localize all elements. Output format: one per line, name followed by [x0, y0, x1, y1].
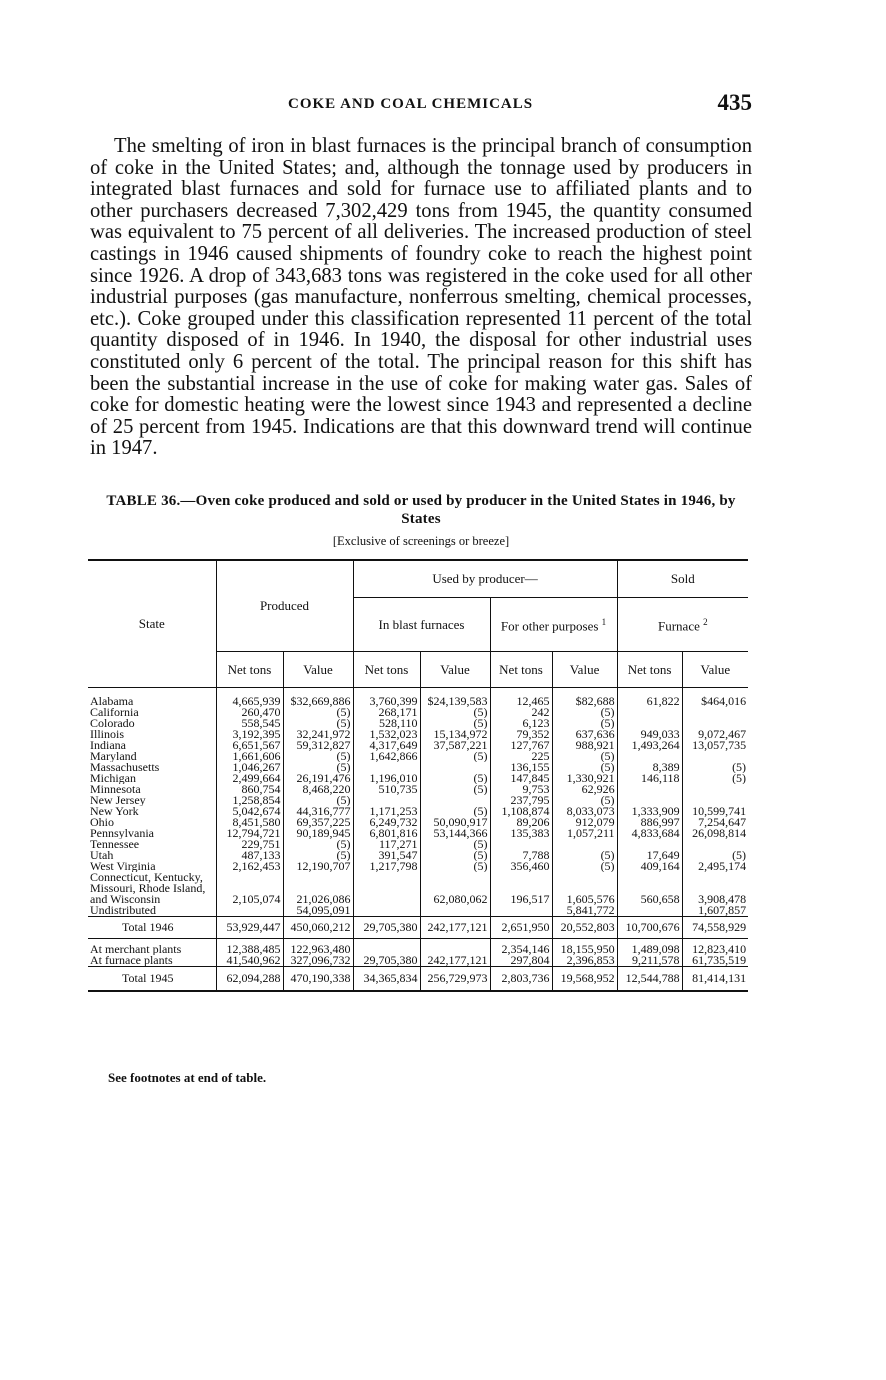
table-cell: 62,926: [552, 784, 617, 795]
table-cell: 2,651,950: [490, 916, 552, 938]
table-cell: 297,804: [490, 955, 552, 967]
table-cell: 61,822: [617, 687, 682, 707]
for-other-purposes-text: For other purposes: [500, 618, 599, 634]
table-cell: [617, 839, 682, 850]
row-label: New Jersey: [90, 794, 146, 806]
table-row: [88, 751, 748, 762]
col-header-furnace: [617, 597, 748, 651]
table-cell: (5): [552, 795, 617, 806]
table-cell: 1,258,854: [216, 795, 283, 806]
table-cell: 1,333,909: [617, 806, 682, 817]
table-cell: [682, 707, 748, 718]
table-cell: 4,833,684: [617, 828, 682, 839]
col-net-tons: Net tons: [353, 651, 420, 687]
table-cell: 26,191,476: [283, 773, 353, 784]
table-cell: 8,033,073: [552, 806, 617, 817]
table-cell: 4,317,649: [353, 740, 420, 751]
table-cell: [682, 795, 748, 806]
col-value: Value: [552, 651, 617, 687]
row-label: Ohio: [90, 816, 114, 828]
col-header-for-other-purposes: [490, 597, 617, 651]
table-cell: 3,908,478: [682, 872, 748, 905]
table-cell: 69,357,225: [283, 817, 353, 828]
table-cell: 135,383: [490, 828, 552, 839]
table-cell: [420, 795, 490, 806]
col-value: Value: [420, 651, 490, 687]
row-label: California: [90, 706, 139, 718]
table-cell: (5): [420, 806, 490, 817]
table-row: [88, 806, 748, 817]
table-cell: 1,217,798: [353, 861, 420, 872]
table-cell: 29,705,380: [353, 916, 420, 938]
table-cell: [420, 762, 490, 773]
col-header-sold: Sold: [617, 560, 748, 597]
table-cell: 53,144,366: [420, 828, 490, 839]
table-row: [88, 850, 748, 861]
table-cell: (5): [552, 762, 617, 773]
table-cell: (5): [420, 784, 490, 795]
table-cell: 18,155,950: [552, 938, 617, 955]
row-label: Colorado: [90, 717, 135, 729]
table-cell: 44,316,777: [283, 806, 353, 817]
row-label: Pennsylvania: [90, 827, 154, 839]
table-cell: 8,389: [617, 762, 682, 773]
table-cell: [353, 905, 420, 917]
table-cell: (5): [682, 762, 748, 773]
row-label: West Virginia: [90, 860, 156, 872]
total-1945-row: [88, 966, 748, 991]
row-label: Massachusetts: [90, 761, 160, 773]
table-cell: 53,929,447: [216, 916, 283, 938]
table-cell: 1,171,253: [353, 806, 420, 817]
table-cell: 1,196,010: [353, 773, 420, 784]
table-cell: 487,133: [216, 850, 283, 861]
table-row: [88, 729, 748, 740]
table-row: [88, 795, 748, 806]
table-cell: 62,080,062: [420, 872, 490, 905]
table-cell: (5): [420, 707, 490, 718]
table-cell: 89,206: [490, 817, 552, 828]
table-cell: 637,636: [552, 729, 617, 740]
col-value: Value: [682, 651, 748, 687]
table-cell: 9,072,467: [682, 729, 748, 740]
coke-table: [88, 559, 748, 992]
total-1946-row: [88, 916, 748, 938]
page-number: 435: [717, 90, 752, 115]
table-cell: (5): [420, 718, 490, 729]
table-cell: (5): [283, 751, 353, 762]
footnote-marker-2: 2: [703, 616, 708, 627]
table-cell: 10,599,741: [682, 806, 748, 817]
table-cell: (5): [552, 850, 617, 861]
table-cell: (5): [552, 751, 617, 762]
table-cell: 12,823,410: [682, 938, 748, 955]
table-cell: 409,164: [617, 861, 682, 872]
row-label: Alabama: [88, 687, 216, 707]
table-cell: 470,190,338: [283, 966, 353, 991]
col-net-tons: Net tons: [216, 651, 283, 687]
table-cell: 242,177,121: [420, 955, 490, 967]
row-label: At furnace plants: [90, 954, 173, 966]
col-header-produced: Produced: [216, 560, 353, 651]
table-cell: 122,963,480: [283, 938, 353, 955]
table-cell: 356,460: [490, 861, 552, 872]
table-cell: [353, 872, 420, 905]
table-cell: (5): [552, 861, 617, 872]
table-cell: 1,108,874: [490, 806, 552, 817]
table-cell: (5): [420, 773, 490, 784]
row-label: Illinois: [90, 728, 125, 740]
table-cell: 37,587,221: [420, 740, 490, 751]
table-cell: 7,788: [490, 850, 552, 861]
table-row: [88, 762, 748, 773]
table-cell: 528,110: [353, 718, 420, 729]
table-cell: 3,192,395: [216, 729, 283, 740]
table-cell: 1,642,866: [353, 751, 420, 762]
table-cell: (5): [682, 850, 748, 861]
table-row: [88, 839, 748, 850]
furnace-plants-row: [88, 955, 748, 967]
table-cell: 1,057,211: [552, 828, 617, 839]
table-cell: 237,795: [490, 795, 552, 806]
table-row: [88, 817, 748, 828]
row-label: New York: [90, 805, 139, 817]
table-cell: 2,495,174: [682, 861, 748, 872]
table-cell: (5): [682, 773, 748, 784]
body-paragraph: The smelting of iron in blast furnaces is the principal branch of consumption of coke in the United States; and, although the tonnage used by producers in integrated blast furnaces and sold for furnace use to affiliated plants and to other purchasers decreased 7,302,429 tons from 1945, the quantity consumed was equivalent to 75 percent of all deliveries. The increased production of steel castings in 1946 caused shipments of foundry coke to reach the highest point since 1926. A drop of 343,683 tons was registered in the coke used for all other industrial purposes (gas manufacture, nonferrous smelting, chemical processes, etc.). Coke grouped under this classification represented 11 percent of the total quantity disposed of in 1946. In 1940, the disposal for other industrial uses constituted only 6 percent of the total. The principal reason for this shift has been the substantial increase in the use of coke for making water gas. Sales of coke for domestic heating were the lowest since 1943 and represented a decline of 25 percent from 1945. Indications are that this downward trend will continue in 1947.: [90, 135, 752, 460]
table-cell: 242: [490, 707, 552, 718]
table-cell: 256,729,973: [420, 966, 490, 991]
row-label: Michigan: [90, 772, 136, 784]
table-cell: 7,254,647: [682, 817, 748, 828]
table-cell: 12,465: [490, 687, 552, 707]
table-cell: 59,312,827: [283, 740, 353, 751]
table-cell: 229,751: [216, 839, 283, 850]
table-cell: 1,046,267: [216, 762, 283, 773]
table-cell: (5): [283, 795, 353, 806]
table-cell: 1,489,098: [617, 938, 682, 955]
table-cell: 8,468,220: [283, 784, 353, 795]
table-cell: 127,767: [490, 740, 552, 751]
table-cell: 988,921: [552, 740, 617, 751]
col-header-in-blast-furnaces: In blast furnaces: [353, 597, 490, 651]
table-row: [88, 828, 748, 839]
table-cell: 391,547: [353, 850, 420, 861]
table-label: TABLE 36.: [106, 493, 181, 509]
table-cell: [353, 762, 420, 773]
table-cell: 558,545: [216, 718, 283, 729]
table-row: [88, 773, 748, 784]
table-footnote: See footnotes at end of table.: [108, 1070, 267, 1085]
table-cell: 26,098,814: [682, 828, 748, 839]
table-cell: (5): [420, 751, 490, 762]
furnace-text: Furnace: [658, 618, 700, 634]
table-row: [88, 740, 748, 751]
table-cell: (5): [283, 839, 353, 850]
table-cell: [617, 784, 682, 795]
table-cell: 62,094,288: [216, 966, 283, 991]
table-cell: $82,688: [552, 687, 617, 707]
running-title: COKE AND COAL CHEMICALS: [288, 96, 534, 112]
table-cell: 29,705,380: [353, 955, 420, 967]
table-cell: [216, 905, 283, 917]
table-cell: 260,470: [216, 707, 283, 718]
table-cell: (5): [552, 718, 617, 729]
row-label: Total 1946: [88, 916, 216, 938]
table-cell: 19,568,952: [552, 966, 617, 991]
table-cell: (5): [420, 839, 490, 850]
table-cell: 1,330,921: [552, 773, 617, 784]
table-cell: $24,139,583: [420, 687, 490, 707]
table-cell: 12,794,721: [216, 828, 283, 839]
table-cell: [617, 751, 682, 762]
table-row: [88, 905, 748, 917]
table-cell: 90,189,945: [283, 828, 353, 839]
table-cell: 912,079: [552, 817, 617, 828]
table-cell: [552, 839, 617, 850]
table-row: [88, 872, 748, 905]
table-cell: 50,090,917: [420, 817, 490, 828]
table-row: [88, 784, 748, 795]
table-cell: 860,754: [216, 784, 283, 795]
table-cell: 12,544,788: [617, 966, 682, 991]
row-label: At merchant plants: [88, 938, 216, 955]
table-cell: 1,532,023: [353, 729, 420, 740]
table-cell: 54,095,091: [283, 905, 353, 917]
table-cell: (5): [283, 718, 353, 729]
col-header-state: State: [88, 560, 216, 687]
table-cell: 9,211,578: [617, 955, 682, 967]
col-header-used-by-producer: Used by producer—: [353, 560, 617, 597]
table-cell: 136,155: [490, 762, 552, 773]
table-cell: 2,499,664: [216, 773, 283, 784]
table-cell: 268,171: [353, 707, 420, 718]
table-cell: [353, 795, 420, 806]
table-cell: [682, 839, 748, 850]
row-label: Maryland: [90, 750, 137, 762]
table-cell: 1,661,606: [216, 751, 283, 762]
footnote-marker-1: 1: [601, 616, 607, 627]
table-cell: 6,123: [490, 718, 552, 729]
table-cell: 2,354,146: [490, 938, 552, 955]
table-cell: [617, 707, 682, 718]
table-cell: (5): [283, 707, 353, 718]
table-cell: 3,760,399: [353, 687, 420, 707]
table-cell: 41,540,962: [216, 955, 283, 967]
table-cell: [420, 905, 490, 917]
table-cell: 1,607,857: [682, 905, 748, 917]
table-cell: [617, 795, 682, 806]
table-cell: 32,241,972: [283, 729, 353, 740]
row-label: Minnesota: [90, 783, 141, 795]
table-cell: [420, 938, 490, 955]
table-cell: (5): [283, 762, 353, 773]
table-row: [88, 718, 748, 729]
table-cell: 242,177,121: [420, 916, 490, 938]
table-cell: 560,658: [617, 872, 682, 905]
table-cell: 117,271: [353, 839, 420, 850]
table-cell: (5): [420, 861, 490, 872]
table-cell: 2,803,736: [490, 966, 552, 991]
table-cell: 1,605,576: [552, 872, 617, 905]
table-cell: [682, 718, 748, 729]
table-cell: 2,396,853: [552, 955, 617, 967]
table-subtitle: [Exclusive of screenings or breeze]: [332, 534, 510, 548]
table-cell: 450,060,212: [283, 916, 353, 938]
table-cell: 10,700,676: [617, 916, 682, 938]
table-cell: [682, 784, 748, 795]
table-cell: 196,517: [490, 872, 552, 905]
table-cell: 327,096,732: [283, 955, 353, 967]
table-cell: 6,249,732: [353, 817, 420, 828]
table-cell: 510,735: [353, 784, 420, 795]
row-label: Total 1945: [88, 966, 216, 991]
row-label: Connecticut, Kentucky, Missouri, Rhode Island, and Wisconsin: [90, 871, 206, 905]
table-cell: 6,651,567: [216, 740, 283, 751]
table-cell: 17,649: [617, 850, 682, 861]
col-net-tons: Net tons: [617, 651, 682, 687]
table-cell: $32,669,886: [283, 687, 353, 707]
table-cell: 8,451,580: [216, 817, 283, 828]
table-cell: 79,352: [490, 729, 552, 740]
table-cell: 949,033: [617, 729, 682, 740]
table-title: —Oven coke produced and sold or used by producer in the United States in 1946, by States: [180, 493, 736, 527]
table-cell: 34,365,834: [353, 966, 420, 991]
table-cell: 2,105,074: [216, 872, 283, 905]
table-cell: 12,388,485: [216, 938, 283, 955]
table-row: [88, 687, 748, 707]
table-cell: 74,558,929: [682, 916, 748, 938]
table-cell: 12,190,707: [283, 861, 353, 872]
table-cell: 146,118: [617, 773, 682, 784]
table-cell: (5): [283, 850, 353, 861]
table-row: [88, 861, 748, 872]
table-row: [88, 707, 748, 718]
table-cell: 6,801,816: [353, 828, 420, 839]
table-cell: [490, 839, 552, 850]
table-body: [88, 687, 748, 991]
table-cell: 886,997: [617, 817, 682, 828]
table-caption: [90, 492, 752, 528]
table-cell: 81,414,131: [682, 966, 748, 991]
table-cell: 147,845: [490, 773, 552, 784]
table-cell: 61,735,519: [682, 955, 748, 967]
table-cell: 20,552,803: [552, 916, 617, 938]
row-label: Undistributed: [90, 904, 156, 916]
table-cell: 21,026,086: [283, 872, 353, 905]
row-label: Tennessee: [90, 838, 140, 850]
row-label: Indiana: [90, 739, 126, 751]
col-value: Value: [283, 651, 353, 687]
table-cell: 4,665,939: [216, 687, 283, 707]
table-cell: [353, 938, 420, 955]
table-cell: (5): [552, 707, 617, 718]
table-cell: [617, 718, 682, 729]
table-cell: 5,841,772: [552, 905, 617, 917]
table-cell: $464,016: [682, 687, 748, 707]
table-cell: [617, 905, 682, 917]
table-cell: 1,493,264: [617, 740, 682, 751]
table-cell: 5,042,674: [216, 806, 283, 817]
row-label: Utah: [90, 849, 114, 861]
col-net-tons: Net tons: [490, 651, 552, 687]
table-cell: 15,134,972: [420, 729, 490, 740]
page-header: [120, 92, 752, 122]
table-cell: 225: [490, 751, 552, 762]
table-cell: [682, 751, 748, 762]
merchant-plants-row: [88, 938, 748, 955]
table-cell: 2,162,453: [216, 861, 283, 872]
table-cell: (5): [420, 850, 490, 861]
table-cell: [490, 905, 552, 917]
table-cell: 9,753: [490, 784, 552, 795]
table-cell: 13,057,735: [682, 740, 748, 751]
